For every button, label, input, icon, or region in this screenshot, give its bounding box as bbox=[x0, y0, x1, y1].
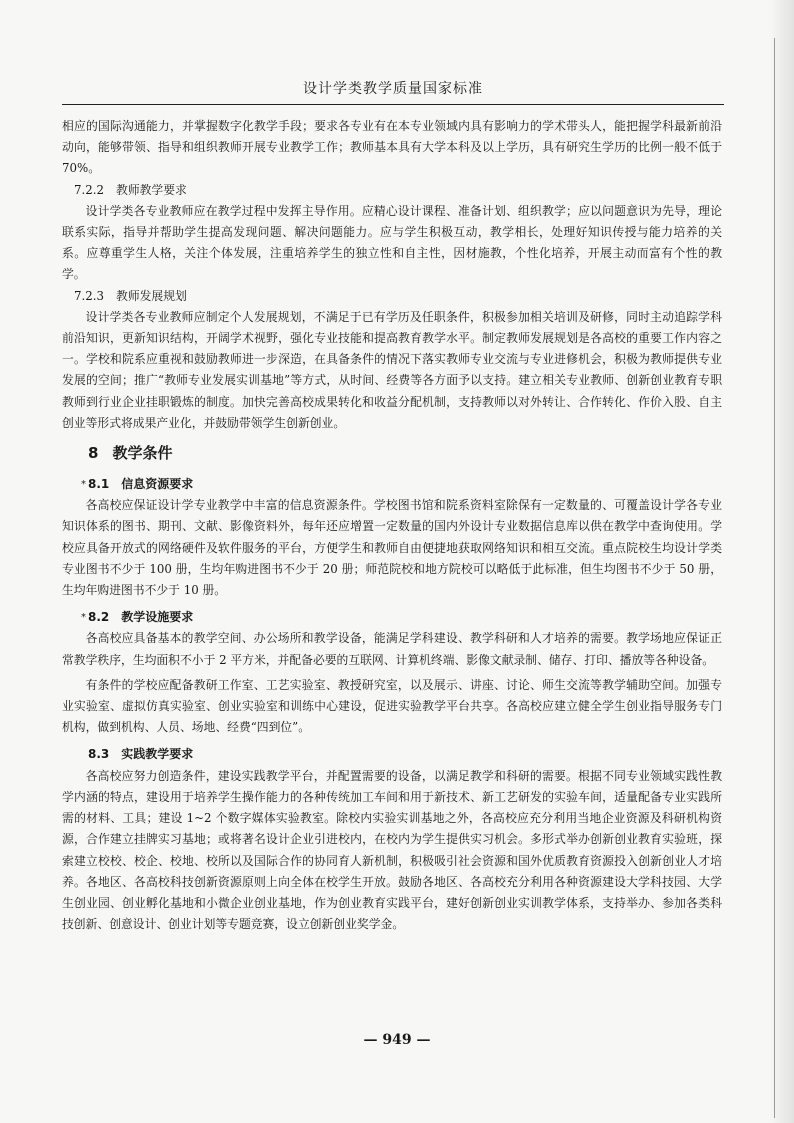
section-heading bbox=[62, 180, 722, 201]
section-heading bbox=[62, 607, 722, 628]
section-title: 教师教学要求 bbox=[116, 182, 187, 197]
paragraph: 相应的国际沟通能力，并掌握数字化教学手段；要求各专业有在本专业领域内具有影响力的学术带头人，能把握学科最新前沿动向，能够带领、指导和组织教师开展专业教学工作；教师基本具有大学本科及以上学历，具有研究生学历的比例一般不低于 70%。 bbox=[62, 119, 722, 176]
asterisk-mark: * bbox=[81, 479, 86, 491]
section-title: 教师发展规划 bbox=[116, 288, 187, 303]
section-heading bbox=[62, 474, 722, 495]
paragraph: 有条件的学校应配备教研工作室、工艺实验室、教授研究室，以及展示、讲座、讨论、师生交流等教学辅助空间。加强专业实验室、虚拟仿真实验室、创业实验室和训练中心建设，促进实验教学平台共享。各高校应建立健全学生创业指导服务专门机构，做到机构、人员、场地、经费“四到位”。 bbox=[62, 677, 722, 735]
paragraph: 各高校应努力创造条件，建设实践教学平台，并配置需要的设备，以满足教学和科研的需要。根据不同专业领域实践性教学内涵的特点，建设用于培养学生操作能力的各种传统加工车间和用于新技术、新工艺研发的实验车间，适量配备专业实践所需的材料、工具；建设 1~2 个数字媒体实验教室。除校内实验实训基地之外，各高校应充分利用当地企业资源及科研机构资源，合作建立挂牌实习基地；或将著名设计企业引进校内，在校内为学生提供实习机会。多形式举办创新创业教育实验班，探索建立校校、校企、校地、校所以及国际合作的协同育人新机制，积极吸引社会资源和国外优质教育资源投入创新创业人才培养。各地区、各高校科技创新资源原则上向全体在校学生开放。鼓励各地区、各高校充分利用各种资源建设大学科技园、大学生创业园、创业孵化基地和小微企业创业基地，作为创业教育实践平台，建好创新创业实训教学体系，支持举办、参加各类科技创新、创意设计、创业计划等专题竞赛，设立创新创业奖学金。 bbox=[62, 768, 722, 932]
paragraph: 设计学类各专业教师应制定个人发展规划，不满足于已有学历及任职条件，积极参加相关培训及研修，同时主动追踪学科前沿知识，更新知识结构，开阔学术视野，强化专业技能和提高教育教学水平。制定教师发展规划是各高校的重要工作内容之一。学校和院系应重视和鼓励教师进一步深造，在具备条件的情况下落实教师专业交流与专业进修机会，积极为教师提供专业发展的空间；推广“教师专业发展实训基地”等方式，从时间、经费等各方面予以支持。建立相关专业教师、创新创业教育专职教师到行业企业挂职锻炼的制度。加快完善高校成果转化和收益分配机制，支持教师以对外转让、合作转化、作价入股、自主创业等形式将成果产业化，并鼓励带领学生创新创业。 bbox=[62, 309, 722, 430]
section-heading bbox=[62, 286, 722, 307]
paragraph: 设计学类各专业教师应在教学过程中发挥主导作用。应精心设计课程、准备计划、组织教学；应以问题意识为先导，理论联系实际，指导并帮助学生提高发现问题、解决问题能力。应与学生积极互动，教学相长，处理好知识传授与能力培养的关系。应尊重学生人格，关注个体发展，注重培养学生的独立性和自主性，因材施教，个性化培养，开展主动而富有个性的教学。 bbox=[62, 203, 722, 282]
section-number: 7.2.3 bbox=[74, 288, 105, 303]
header-rule bbox=[62, 104, 724, 105]
section-number: 8.3 bbox=[88, 747, 110, 762]
scan-page-edge bbox=[770, 0, 794, 1123]
page-body bbox=[62, 116, 722, 935]
paragraph: 各高校应具备基本的教学空间、办公场所和教学设备，能满足学科建设、教学科研和人才培养的需要。教学场地应保证正常教学秩序，生均面积不小于 2 平方米，并配备必要的互联网、计算机终端、影像文献录制、储存、打印、播放等各种设备。 bbox=[62, 631, 722, 667]
asterisk-mark: * bbox=[81, 612, 86, 624]
chapter-heading bbox=[62, 442, 722, 464]
paragraph: 各高校应保证设计学专业教学中丰富的信息资源条件。学校图书馆和院系资料室除保有一定数量的、可覆盖设计学各专业知识体系的图书、期刊、文献、影像资料外，每年还应增置一定数量的国内外设计专业数据信息库以供在教学中查询使用。学校应具备开放式的网络硬件及软件服务的平台，方便学生和教师自由便捷地获取网络知识和相互交流。重点院校生均设计学类专业图书不少于 100 册，生均年购进图书不少于 20 册；师范院校和地方院校可以略低于此标准，但生均图书不少于 50 册，生均年购进图书不少于 10 册。 bbox=[62, 498, 722, 598]
page-number: — 949 — bbox=[363, 1032, 431, 1048]
section-title: 教学条件 bbox=[112, 444, 173, 463]
section-title: 教学设施要求 bbox=[121, 610, 194, 625]
running-header: 设计学类教学质量国家标准 bbox=[303, 81, 483, 97]
section-number: 8.2 bbox=[88, 610, 110, 625]
section-title: 实践教学要求 bbox=[121, 747, 194, 762]
section-number: 7.2.2 bbox=[74, 182, 105, 197]
section-number: 8.1 bbox=[88, 477, 110, 492]
section-heading bbox=[62, 744, 722, 765]
section-number: 8 bbox=[88, 444, 99, 463]
section-title: 信息资源要求 bbox=[121, 477, 194, 492]
